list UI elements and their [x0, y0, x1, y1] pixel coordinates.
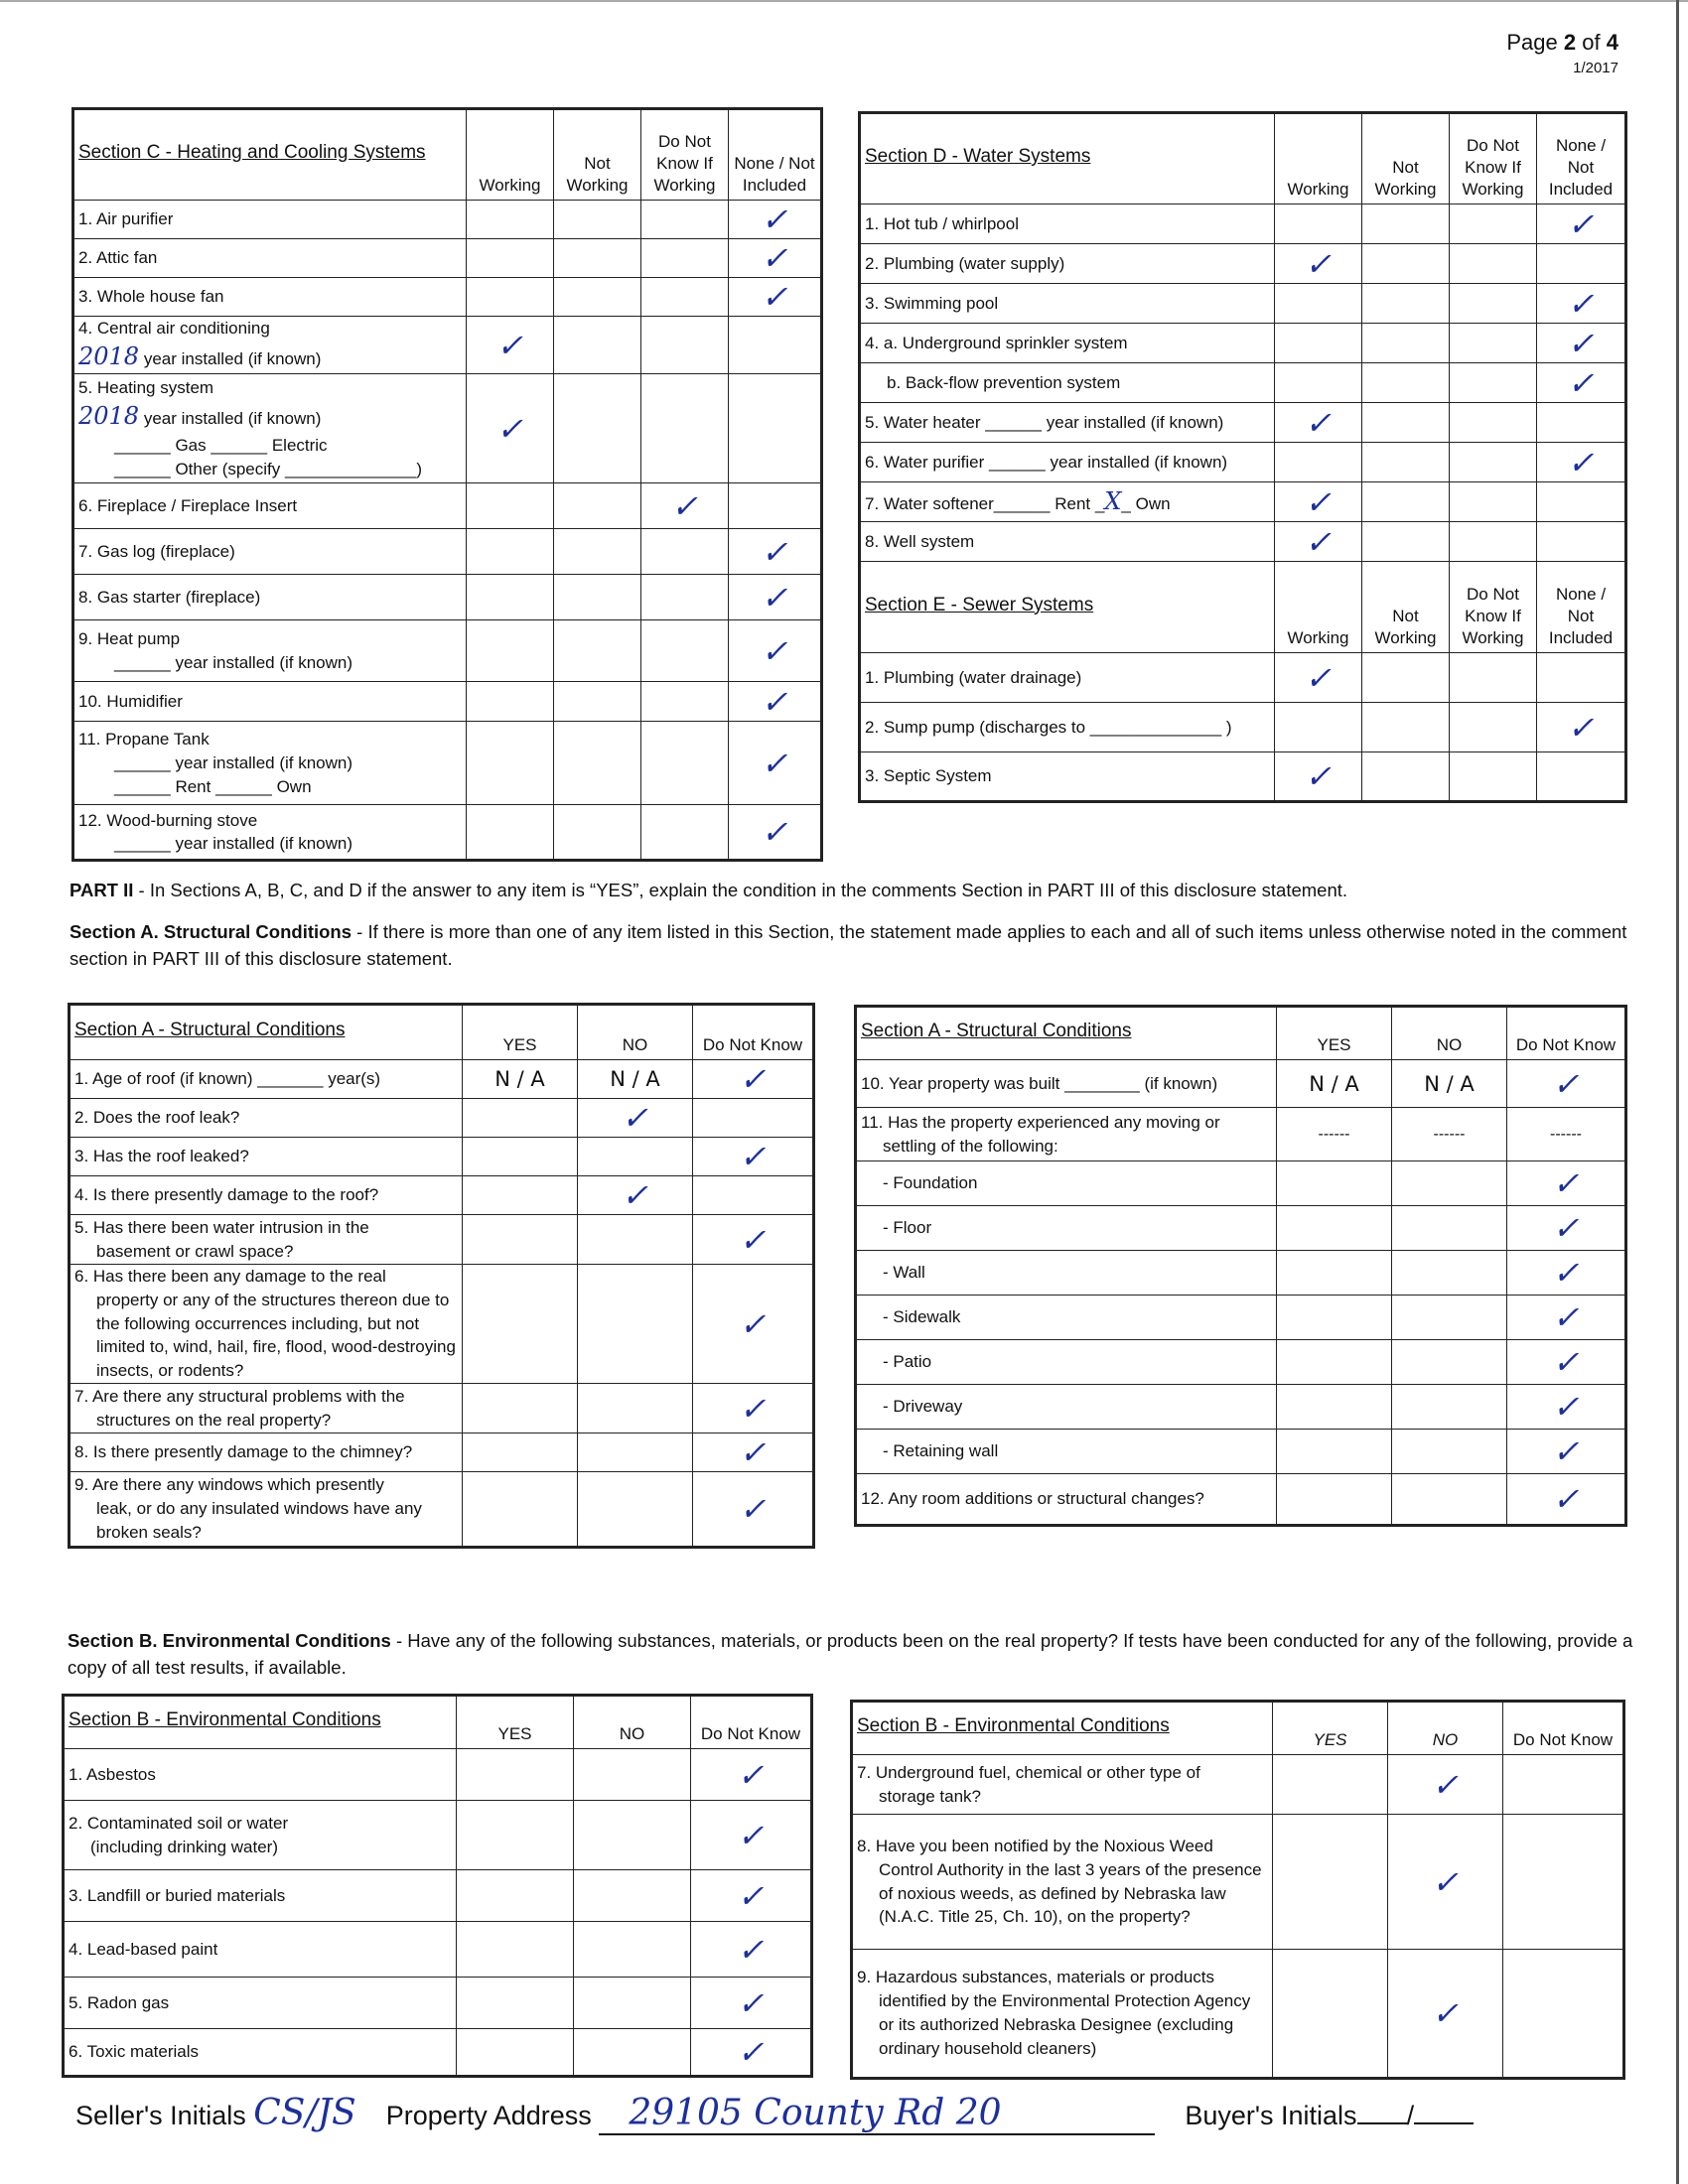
check-mark: ✓	[1507, 1340, 1626, 1385]
col-no: NO	[1388, 1702, 1503, 1755]
check-mark: ✓	[1537, 703, 1626, 752]
form-date: 1/2017	[1573, 60, 1618, 76]
check-mark: ✓	[729, 529, 822, 575]
table-row: 1. Air purifier ✓	[73, 201, 822, 239]
col-dnk-working: Do Not Know If Working	[641, 109, 729, 201]
check-mark: ✓	[1507, 1060, 1626, 1108]
check-mark: ✓	[641, 483, 729, 529]
table-row: 4. Central air conditioning 2018 year installed (if known) ✓	[73, 317, 822, 374]
handwritten-x: X	[1104, 486, 1122, 515]
check-mark: ✓	[1275, 522, 1362, 562]
table-row: 7. Underground fuel, chemical or other type of storage tank? ✓	[852, 1755, 1624, 1815]
table-row: - Sidewalk ✓	[856, 1296, 1626, 1340]
col-yes: YES	[463, 1005, 578, 1060]
check-mark: ✓	[691, 1749, 812, 1801]
col-dnk: Do Not Know	[691, 1696, 812, 1749]
table-row: 1. Age of roof (if known) _______ year(s) N / A N / A ✓	[70, 1060, 814, 1099]
check-mark: ✓	[1507, 1430, 1626, 1474]
col-not-working: Not Working	[554, 109, 641, 201]
table-row: 8. Have you been notified by the Noxious Weed Control Authority in the last 3 years of the presence of noxious weeds, as defined by Nebraska law (N.A.C. Title 25, Ch. 10), on the property? ✓	[852, 1815, 1624, 1950]
col-dnk: Do Not Know	[1507, 1007, 1626, 1060]
check-mark: ✓	[729, 201, 822, 239]
table-row: 9. Heat pump ______ year installed (if known) ✓	[73, 620, 822, 682]
table-row: 5. Heating system 2018 year installed (if known) ______ Gas ______ Electric ______ Other (specify ______________) ✓	[73, 374, 822, 483]
col-working: Working	[1275, 113, 1362, 205]
table-row: - Retaining wall ✓	[856, 1430, 1626, 1474]
table-row: 6. Toxic materials ✓	[64, 2029, 812, 2077]
table-row: 3. Swimming pool ✓	[860, 284, 1626, 324]
check-mark: ✓	[1537, 205, 1626, 244]
table-row: 4. Lead-based paint ✓	[64, 1922, 812, 1978]
check-mark: ✓	[1275, 403, 1362, 443]
table-row: 3. Septic System ✓	[860, 752, 1626, 802]
check-mark: ✓	[1275, 244, 1362, 284]
part2-paragraph: PART II - In Sections A, B, C, and D if the answer to any item is “YES”, explain the condition in the comments Section in PART III of this disclosure statement.	[70, 880, 1348, 900]
buyer-initials-label: Buyer's Initials	[1185, 2101, 1357, 2130]
col-working: Working	[1275, 562, 1362, 653]
table-row: b. Back-flow prevention system ✓	[860, 363, 1626, 403]
table-row: 8. Well system ✓	[860, 522, 1626, 562]
section-b-table-left	[62, 1694, 813, 2078]
check-mark: ✓	[729, 278, 822, 317]
table-row: 7. Water softener______ Rent _X_ Own ✓	[860, 482, 1626, 522]
check-mark: ✓	[691, 2029, 812, 2077]
table-row: 9. Hazardous substances, materials or products identified by the Environmental Protection Agency or its authorized Nebraska Designee (excluding ordinary household cleaners) ✓	[852, 1950, 1624, 2079]
table-header	[856, 1007, 1626, 1060]
col-dnk: Do Not Know	[1503, 1702, 1624, 1755]
check-mark: ✓	[691, 1870, 812, 1922]
table-row: 8. Is there presently damage to the chimney? ✓	[70, 1433, 814, 1472]
check-mark: ✓	[693, 1215, 814, 1265]
property-address: 29105 County Rd 20	[629, 2093, 1002, 2133]
check-mark: ✓	[693, 1060, 814, 1099]
table-row: 3. Whole house fan ✓	[73, 278, 822, 317]
check-mark: ✓	[1275, 752, 1362, 802]
check-mark: ✓	[729, 682, 822, 722]
section-title: Section B - Environmental Conditions	[69, 1709, 381, 1731]
table-row: 3. Landfill or buried materials ✓	[64, 1870, 812, 1922]
table-header	[860, 113, 1626, 205]
table-row: 2. Sump pump (discharges to ______________ ) ✓	[860, 703, 1626, 752]
col-not-working: Not Working	[1362, 562, 1450, 653]
section-b-intro: Section B. Environmental Conditions - Have any of the following substances, materials, or products been on the real property? If tests have been conducted for any of the following, provide a copy of all test results, if available.	[68, 1630, 1633, 1678]
check-mark: ✓	[693, 1138, 814, 1176]
table-row: 9. Are there any windows which presently leak, or do any insulated windows have any broken seals? ✓	[70, 1472, 814, 1548]
page-number: Page 2 of 4	[1506, 30, 1618, 55]
col-dnk-working: Do Not Know If Working	[1450, 562, 1537, 653]
table-row: 2. Attic fan ✓	[73, 239, 822, 278]
section-b-table-right	[850, 1700, 1625, 2080]
section-a-table-left	[68, 1003, 815, 1549]
check-mark: ✓	[578, 1099, 693, 1138]
check-mark: ✓	[729, 239, 822, 278]
page-top-edge	[0, 0, 1688, 2]
check-mark: ✓	[1537, 324, 1626, 363]
check-mark: ✓	[467, 317, 554, 374]
table-row: - Driveway ✓	[856, 1385, 1626, 1430]
section-title: Section D - Water Systems	[865, 146, 1091, 168]
table-row: 10. Year property was built ________ (if known) N / A N / A ✓	[856, 1060, 1626, 1108]
footer: Seller's Initials CS/JS Property Address 29105 County Rd 20 Buyer's Initials /	[75, 2093, 1624, 2135]
check-mark: ✓	[1275, 482, 1362, 522]
check-mark: ✓	[729, 575, 822, 620]
seller-initials: CS/JS	[253, 2093, 356, 2133]
table-row: 12. Any room additions or structural changes? ✓	[856, 1474, 1626, 1526]
section-a-intro: Section A. Structural Conditions - If there is more than one of any item listed in this Section, the statement made applies to each and all of such items unless otherwise noted in the comment section in PART III of this disclosure statement.	[70, 921, 1627, 969]
check-mark: ✓	[729, 805, 822, 861]
section-title: Section B - Environmental Conditions	[857, 1715, 1170, 1737]
table-row: 6. Water purifier ______ year installed (if known) ✓	[860, 443, 1626, 482]
table-row: 10. Humidifier ✓	[73, 682, 822, 722]
col-dnk: Do Not Know	[693, 1005, 814, 1060]
check-mark: ✓	[691, 1922, 812, 1978]
col-yes: YES	[457, 1696, 574, 1749]
table-row: 5. Radon gas ✓	[64, 1978, 812, 2029]
check-mark: ✓	[693, 1472, 814, 1548]
check-mark: ✓	[1507, 1251, 1626, 1296]
page-right-edge	[1676, 0, 1679, 2184]
table-row: 1. Hot tub / whirlpool ✓	[860, 205, 1626, 244]
table-row: 1. Asbestos ✓	[64, 1749, 812, 1801]
col-none: None / Not Included	[1537, 113, 1626, 205]
property-address-label: Property Address	[385, 2101, 592, 2130]
table-row: 5. Has there been water intrusion in the basement or crawl space? ✓	[70, 1215, 814, 1265]
col-none: None / Not Included	[1537, 562, 1626, 653]
check-mark: ✓	[1507, 1206, 1626, 1251]
table-row: - Patio ✓	[856, 1340, 1626, 1385]
check-mark: ✓	[1507, 1161, 1626, 1206]
table-row: 11. Propane Tank ______ year installed (if known) ______ Rent ______ Own ✓	[73, 722, 822, 805]
section-d-table	[858, 111, 1627, 803]
table-row: 6. Has there been any damage to the real property or any of the structures thereon due to the following occurrences including, but not limited to, wind, hail, fire, flood, wood-destroying insects, or rodents? ✓	[70, 1265, 814, 1384]
check-mark: ✓	[691, 1978, 812, 2029]
col-none: None / Not Included	[729, 109, 822, 201]
section-a-table-right	[854, 1005, 1627, 1527]
check-mark: ✓	[578, 1176, 693, 1215]
handwritten-year: 2018	[78, 341, 140, 370]
table-row: 1. Plumbing (water drainage) ✓	[860, 653, 1626, 703]
table-row: 3. Has the roof leaked? ✓	[70, 1138, 814, 1176]
seller-initials-label: Seller's Initials	[75, 2101, 246, 2130]
col-working: Working	[467, 109, 554, 201]
table-row: 5. Water heater ______ year installed (if known) ✓	[860, 403, 1626, 443]
table-row: 12. Wood-burning stove ______ year installed (if known) ✓	[73, 805, 822, 861]
table-header	[852, 1702, 1624, 1755]
table-header	[64, 1696, 812, 1749]
section-title: Section A - Structural Conditions	[74, 1020, 346, 1041]
page-header	[1506, 30, 1618, 76]
section-title: Section C - Heating and Cooling Systems	[78, 142, 426, 164]
check-mark: ✓	[1507, 1385, 1626, 1430]
table-row: - Wall ✓	[856, 1251, 1626, 1296]
col-yes: YES	[1277, 1007, 1392, 1060]
section-title: Section E - Sewer Systems	[865, 594, 1094, 615]
table-row: 7. Are there any structural problems with the structures on the real property? ✓	[70, 1384, 814, 1433]
table-row: 4. Is there presently damage to the roof? ✓	[70, 1176, 814, 1215]
table-row: 2. Does the roof leak? ✓	[70, 1099, 814, 1138]
col-yes: YES	[1273, 1702, 1388, 1755]
table-row: - Floor ✓	[856, 1206, 1626, 1251]
check-mark: ✓	[1388, 1755, 1503, 1815]
table-row: - Foundation ✓	[856, 1161, 1626, 1206]
handwritten-year: 2018	[78, 402, 140, 431]
check-mark: ✓	[1537, 363, 1626, 403]
check-mark: ✓	[1388, 1815, 1503, 1950]
table-header	[73, 109, 822, 201]
table-header	[70, 1005, 814, 1060]
table-header	[860, 562, 1626, 653]
col-dnk-working: Do Not Know If Working	[1450, 113, 1537, 205]
check-mark: ✓	[691, 1801, 812, 1870]
col-not-working: Not Working	[1362, 113, 1450, 205]
check-mark: ✓	[1537, 443, 1626, 482]
table-row: 11. Has the property experienced any moving or settling of the following: ------ ------ ------	[856, 1108, 1626, 1161]
check-mark: ✓	[693, 1433, 814, 1472]
table-row: 8. Gas starter (fireplace) ✓	[73, 575, 822, 620]
check-mark: ✓	[729, 722, 822, 805]
section-title: Section A - Structural Conditions	[861, 1021, 1132, 1042]
check-mark: ✓	[693, 1384, 814, 1433]
section-c-table	[71, 107, 823, 862]
check-mark: ✓	[1537, 284, 1626, 324]
table-row: 4. a. Underground sprinkler system ✓	[860, 324, 1626, 363]
check-mark: ✓	[1507, 1474, 1626, 1526]
col-no: NO	[578, 1005, 693, 1060]
col-no: NO	[574, 1696, 691, 1749]
table-row: 2. Plumbing (water supply) ✓	[860, 244, 1626, 284]
check-mark: ✓	[729, 620, 822, 682]
check-mark: ✓	[1507, 1296, 1626, 1340]
check-mark: ✓	[1388, 1950, 1503, 2079]
check-mark: ✓	[1275, 653, 1362, 703]
table-row: 7. Gas log (fireplace) ✓	[73, 529, 822, 575]
table-row: 2. Contaminated soil or water (including drinking water) ✓	[64, 1801, 812, 1870]
col-no: NO	[1392, 1007, 1507, 1060]
table-row: 6. Fireplace / Fireplace Insert ✓	[73, 483, 822, 529]
check-mark: ✓	[467, 374, 554, 483]
check-mark: ✓	[693, 1265, 814, 1384]
